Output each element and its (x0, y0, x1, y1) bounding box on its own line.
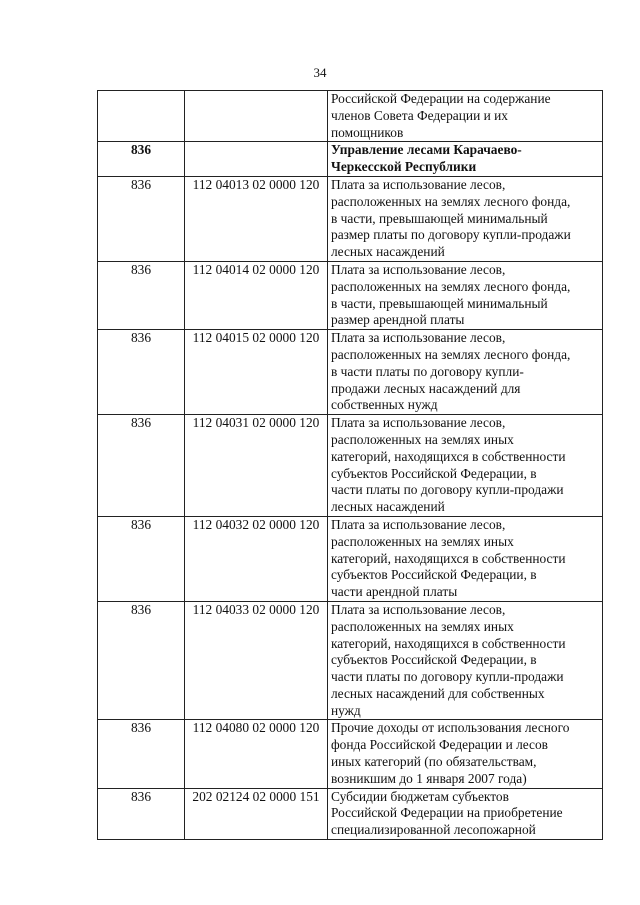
revenue-name-text: Плата за использование лесов, расположенных на землях иных категорий, находящихся в собственности субъектов Российской Федерации, в части платы по договору купли-продажи лесных насаждений (331, 415, 566, 515)
revenue-name-cell (328, 330, 603, 415)
revenue-name-cell (328, 142, 603, 177)
table-row (98, 516, 603, 601)
budget-code-cell: 112 04031 02 0000 120 (185, 415, 328, 517)
table-row (98, 601, 603, 720)
admin-code-cell: 836 (98, 788, 185, 839)
revenue-name-cell (328, 176, 603, 261)
admin-code-cell: 836 (98, 330, 185, 415)
admin-code-cell: 836 (98, 720, 185, 788)
budget-code-cell: 112 04013 02 0000 120 (185, 176, 328, 261)
table-row (98, 788, 603, 839)
budget-code-cell: 112 04032 02 0000 120 (185, 516, 328, 601)
table-row (98, 91, 603, 142)
budget-code-cell: 202 02124 02 0000 151 (185, 788, 328, 839)
revenue-name-cell (328, 720, 603, 788)
table-row (98, 176, 603, 261)
admin-code-cell: 836 (98, 176, 185, 261)
revenue-name-text: Плата за использование лесов, расположенных на землях иных категорий, находящихся в собственности субъектов Российской Федерации, в части платы по договору купли-продажи лесных насаждений для собственных нужд (331, 601, 566, 718)
table-row (98, 720, 603, 788)
budget-code-cell: 112 04015 02 0000 120 (185, 330, 328, 415)
revenue-name-text: Управление лесами Карачаево- Черкесской Республики (331, 142, 522, 175)
table-row (98, 261, 603, 329)
revenue-name-text: Плата за использование лесов, расположенных на землях лесного фонда, в части, превышающей минимальный размер арендной платы (331, 261, 571, 328)
revenue-name-text: Прочие доходы от использования лесного фонда Российской Федерации и лесов иных категорий (по обязательствам, возникшим до 1 января 2007 года) (331, 720, 570, 786)
budget-classification-table (97, 90, 603, 840)
revenue-name-text: Плата за использование лесов, расположенных на землях лесного фонда, в части, превышающей минимальный размер платы по договору купли-продажи лесных насаждений (331, 176, 571, 260)
revenue-name-cell (328, 91, 603, 142)
budget-code-cell: 112 04014 02 0000 120 (185, 261, 328, 329)
table-body (98, 91, 603, 840)
table-row (98, 142, 603, 177)
budget-code-cell: 112 04033 02 0000 120 (185, 601, 328, 720)
budget-code-cell (185, 91, 328, 142)
revenue-name-text: Субсидии бюджетам субъектов Российской Федерации на приобретение специализированной лесопожарной (331, 788, 563, 838)
revenue-name-text: Плата за использование лесов, расположенных на землях иных категорий, находящихся в собственности субъектов Российской Федерации, в части арендной платы (331, 516, 566, 600)
admin-code-cell: 836 (98, 516, 185, 601)
revenue-name-cell (328, 516, 603, 601)
admin-code-cell: 836 (98, 261, 185, 329)
admin-code-cell: 836 (98, 601, 185, 720)
budget-code-cell (185, 142, 328, 177)
admin-code-cell (98, 91, 185, 142)
page-number: 34 (313, 65, 327, 80)
table-row (98, 415, 603, 517)
admin-code-cell: 836 (98, 415, 185, 517)
admin-code-cell: 836 (98, 142, 185, 177)
budget-code-cell: 112 04080 02 0000 120 (185, 720, 328, 788)
table-row (98, 330, 603, 415)
revenue-name-cell (328, 788, 603, 839)
revenue-name-text: Российской Федерации на содержание членов Совета Федерации и их помощников (331, 91, 551, 140)
revenue-name-text: Плата за использование лесов, расположенных на землях лесного фонда, в части платы по договору купли- продажи лесных насаждений для собственных нужд (331, 330, 571, 413)
revenue-name-cell (328, 261, 603, 329)
revenue-name-cell (328, 415, 603, 517)
revenue-name-cell (328, 601, 603, 720)
